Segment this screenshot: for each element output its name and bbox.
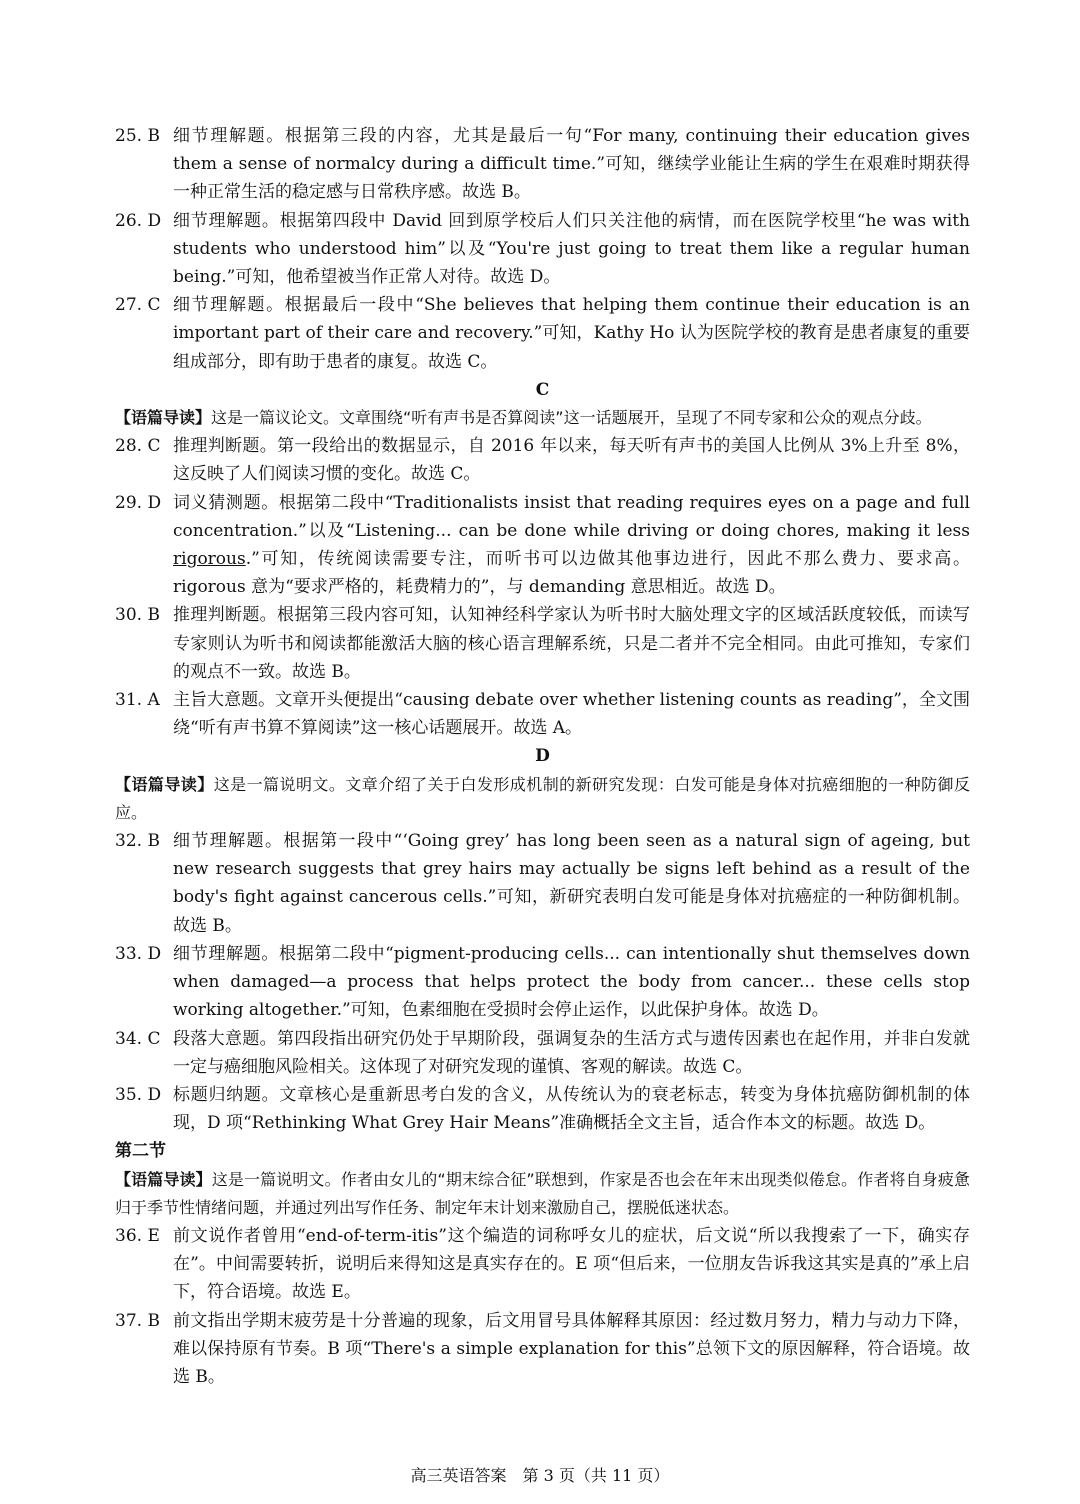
answer-explanation: 标题归纳题。文章核心是重新思考白发的含义，从传统认为的衰老标志，转变为身体抗癌防御机制的体现，D 项“Rethinking What Grey Hair Means”准确概括全文主旨，适合作本文的标题。故选 D。 — [173, 1084, 970, 1134]
underlined-word: rigorous — [173, 549, 246, 570]
answer-number: 36. E — [115, 1225, 160, 1246]
answers-36-37 — [115, 1222, 970, 1391]
guide-text: 这是一篇说明文。文章介绍了关于白发形成机制的新研究发现：白发可能是身体对抗癌细胞的一种防御反应。 — [115, 774, 970, 822]
answer-number: 25. B — [115, 126, 160, 146]
answer-explanation: 段落大意题。第四段指出研究仍处于早期阶段，强调复杂的生活方式与遗传因素也在起作用，并非白发就一定与癌细胞风险相关。这体现了对研究发现的谨慎、客观的解读。故选 C。 — [173, 1028, 970, 1077]
section-letter-c: C — [535, 379, 550, 400]
answer-item — [115, 601, 970, 686]
answer-explanation: 推理判断题。第一段给出的数据显示，自 2016 年以来，每天听有声书的美国人比例从 3%上升至 8%，这反映了人们阅读习惯的变化。故选 C。 — [173, 436, 970, 485]
answer-explanation: 主旨大意题。文章开头便提出“causing debate over whether listening counts as reading”，全文围绕“听有声书算不算阅读”这一核心话题展开。故选 A。 — [173, 690, 970, 739]
answer-number: 37. B — [115, 1310, 160, 1331]
answer-explanation: 推理判断题。根据第三段内容可知，认知神经科学家认为听书时大脑处理文字的区域活跃度较低，而读写专家则认为听书和阅读都能激活大脑的核心语言理解系统，只是二者并不完全相同。由此可推知，专家们的观点不一致。故选 B。 — [173, 605, 970, 682]
answer-explanation: 细节理解题。根据第一段中“‘Going grey’ has long been seen as a natural sign of ageing, but new research suggests that grey hairs may actually be signs left behind as a result of the body's fight against cancerous cells.”可知，新研究表明白发可能是身体对抗癌症的一种防御机制。故选 B。 — [173, 831, 970, 936]
answer-explanation: 细节理解题。根据第二段中“pigment-producing cells... can intentionally shut themselves down when damaged—a process that helps protect the body from cancer... these cells stop working altogether.”可知，色素细胞在受损时会停止运作，以此保护身体。故选 D。 — [173, 943, 970, 1021]
answer-item — [115, 686, 970, 742]
guide-tag: 【语篇导读】 — [115, 408, 212, 428]
answer-number: 34. C — [115, 1028, 161, 1049]
guide-text: 这是一篇议论文。文章围绕“听有声书是否算阅读”这一话题展开，呈现了不同专家和公众的观点分歧。 — [211, 408, 932, 428]
answer-item — [115, 207, 970, 292]
answer-explanation: 细节理解题。根据第三段的内容，尤其是最后一句“For many, continuing their education gives them a sense of normalcy during a difficult time.”可知，继续学业能让生病的学生在艰难时期获得一种正常生活的稳定感与日常秩序感。故选 B。 — [173, 126, 970, 203]
answer-number: 33. D — [115, 943, 162, 964]
answer-item — [115, 940, 970, 1025]
explanation-text: 词义猜测题。根据第二段中“Traditionalists insist that reading requires eyes on a page and full concentration.”以及“Listening... can be done while driving or doing chores, making it less — [173, 492, 970, 541]
answer-item — [115, 1222, 970, 1307]
answer-item — [115, 291, 970, 376]
guide-tag: 【语篇导读】 — [115, 1169, 212, 1189]
answer-item — [115, 827, 970, 940]
section-letter-d: D — [535, 746, 550, 767]
answer-number: 31. A — [115, 690, 160, 711]
passage-guide-c — [115, 404, 970, 432]
answers-28-31 — [115, 432, 970, 742]
answers-32-35 — [115, 827, 970, 1137]
answer-item — [115, 1025, 970, 1081]
answer-number: 29. D — [115, 492, 162, 513]
page-footer: 高三英语答案 第 3 页（共 11 页） — [410, 1466, 670, 1485]
answer-item — [115, 432, 970, 488]
answer-explanation: 前文说作者曾用“end-of-term-itis”这个编造的词称呼女儿的症状，后文说“所以我搜索了一下，确实存在”。中间需要转折，说明后来得知这是真实存在的。E 项“但后来，一位朋友告诉我这其实是真的”承上启下，符合语境。故选 E。 — [173, 1225, 970, 1303]
answer-number: 30. B — [115, 605, 160, 626]
answer-number: 32. B — [115, 831, 160, 852]
answer-explanation: 细节理解题。根据第四段中 David 回到原学校后人们只关注他的病情，而在医院学校里“he was with students who understood him”以及“You're just going to treat them like a regular human being.”可知，他希望被当作正常人对待。故选 D。 — [173, 210, 970, 288]
section-2-heading: 第二节 — [115, 1141, 166, 1162]
answer-explanation: 细节理解题。根据最后一段中“She believes that helping them continue their education is an important part of their care and recovery.”可知，Kathy Ho 认为医院学校的教育是患者康复的重要组成部分，即有助于患者的康复。故选 C。 — [173, 295, 970, 372]
answer-content — [115, 122, 970, 1391]
answer-item — [115, 1081, 970, 1137]
answer-number: 26. D — [115, 210, 162, 231]
answer-item — [115, 122, 970, 207]
answer-item — [115, 1307, 970, 1392]
answers-25-27 — [115, 122, 970, 376]
guide-text: 这是一篇说明文。作者由女儿的“期末综合征”联想到，作家是否也会在年末出现类似倦怠。作者将自身疲惫归于季节性情绪问题，并通过列出写作任务、制定年末计划来激励自己，摆脱低迷状态。 — [115, 1169, 970, 1217]
answer-number: 28. C — [115, 436, 161, 457]
answer-number: 35. D — [115, 1084, 162, 1105]
passage-guide-d — [115, 771, 970, 827]
passage-guide-section-2 — [115, 1166, 970, 1222]
answer-item — [115, 489, 970, 602]
answer-explanation: 前文指出学期末疲劳是十分普遍的现象，后文用冒号具体解释其原因：经过数月努力，精力与动力下降，难以保持原有节奏。B 项“There's a simple explanation for this”总领下文的原因解释，符合语境。故选 B。 — [173, 1310, 970, 1387]
guide-tag: 【语篇导读】 — [115, 774, 214, 794]
answer-explanation — [173, 489, 970, 602]
answer-number: 27. C — [115, 295, 161, 316]
explanation-text: .”可知，传统阅读需要专注，而听书可以边做其他事边进行，因此不那么费力、要求高。rigorous 意为“要求严格的，耗费精力的”，与 demanding 意思相近。故选 D。 — [173, 549, 970, 598]
